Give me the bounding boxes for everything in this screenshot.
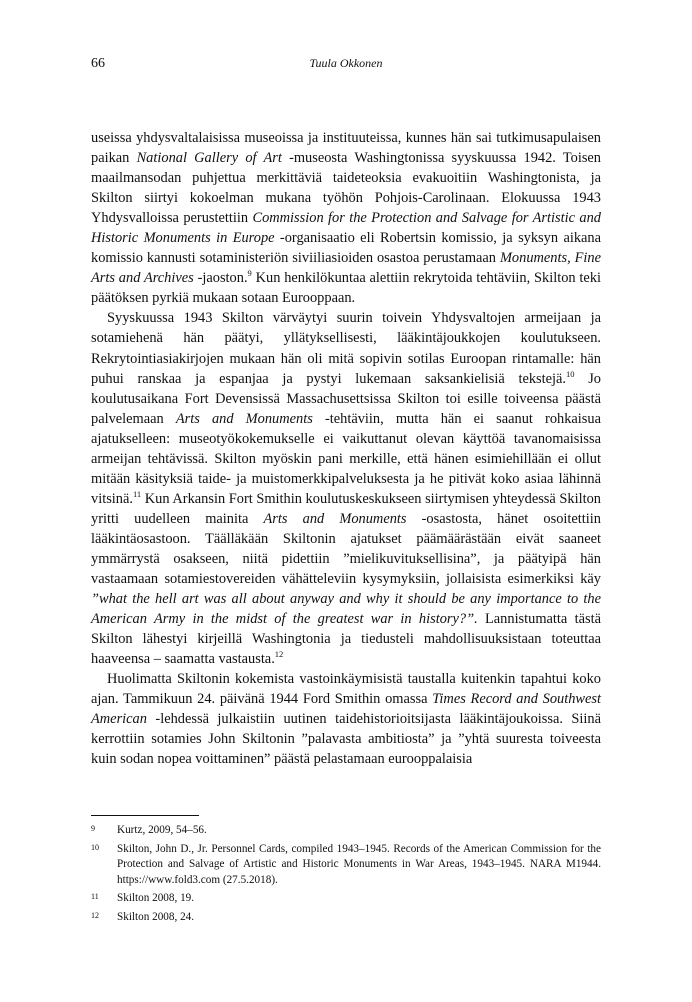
italic-text: Commission for the Protection and Salvage for Artistic and Historic Monuments in Europe <box>91 210 601 247</box>
footnote-text: Skilton 2008, 24. <box>117 910 195 923</box>
footnote-reference: 11 <box>132 489 142 500</box>
text-run: -tehtäviin, mutta hän ei saanut rohkaisua ajatukselleen: museotyökokemukselle ei vaikuttanut olevan käyttöä tavanomaisissa armeijan tehtävissä. Skilton myöskin pani merkille, että hänen esimiehillään ei ollut mitään käsityksiä taide- ja muistomerkkipalveluksesta ja he pitivät koko asiaa lähinnä vitsinä. <box>91 410 601 507</box>
footnote <box>91 823 601 839</box>
page-number: 66 <box>91 56 105 71</box>
footnote-number: 12 <box>91 910 99 920</box>
footnote-reference: 9 <box>247 268 252 279</box>
italic-text: Monuments, Fine Arts and Archives <box>91 250 601 287</box>
footnote-text: Skilton, John D., Jr. Personnel Cards, compiled 1943–1945. Records of the American Commission for the Protection and Salvage of Artistic and Historic Monuments in War Areas, 1943–1945. NARA M1944. https://www.fold3.com (27.5.2018). <box>117 842 601 886</box>
footnote-text: Skilton 2008, 19. <box>117 892 195 905</box>
text-run: Lannistumatta tästä Skilton lähestyi kirjeillä Washingtonia ja tiedusteli mahdollisuuksistaan toteuttaa haaveensa – saamatta vastausta. <box>91 611 601 668</box>
footnote-reference: 10 <box>566 368 575 379</box>
italic-text: Times Record and Southwest American <box>91 691 601 728</box>
text-run: useissa yhdysvaltalaisissa museoissa ja instituuteissa, kunnes hän sai tutkimusapulaisen paikan <box>91 130 601 167</box>
body-paragraph <box>91 128 601 308</box>
text-run: Jo koulutusaikana Fort Devensissä Massachusettsissa Skilton toi esille toiveensa päästä palvelemaan <box>91 370 601 427</box>
italic-text: Arts and Monuments <box>175 410 313 427</box>
footnote-reference: 12 <box>274 649 284 660</box>
footnotes <box>91 823 601 929</box>
text-run: -organisaatio eli Robertsin komissio, ja syksyn aikana komissio kannusti sotaministeriön siviiliasioiden osastoa perustamaan <box>91 230 601 267</box>
body-text <box>91 128 601 770</box>
text-run: Syyskuussa 1943 Skilton värväytyi suurin toivein Yhdysvaltojen armeijaan ja sotamiehenä hän päätyi, yllätyksellisesti, lääkintäjoukkojen koulutukseen. Rekrytointiasiakirjojen mukaan hän oli mitä sopivin sotilas Euroopan rintamalle: hän puhui ranskaa ja espanjaa ja pystyi lukemaan saksankielisiä tekstejä. <box>91 310 601 387</box>
footnote-text: Kurtz, 2009, 54–56. <box>117 824 207 836</box>
page-header <box>91 56 601 76</box>
running-head-author: Tuula Okkonen <box>309 56 383 70</box>
text-run: -museosta Washingtonissa syyskuussa 1942. Toisen maailmansodan puhjettua merkittäviä taideteoksia evakuoitiin Washingtonista, ja Skilton siirtyi kokoelman mukana työhön Pohjois-Carolinaan. Elokuussa 1943 Yhdysvalloissa perustettiin <box>91 150 601 227</box>
text-run: Kun henkilökuntaa alettiin rekrytoida tehtäviin, Skilton teki päätöksen pyrkiä mukaan sotaan Eurooppaan. <box>91 270 602 307</box>
text-run: Huolimatta Skiltonin kokemista vastoinkäymisistä taustalla kuitenkin tapahtui koko ajan. Tammikuun 24. päivänä 1944 Ford Smithin omassa <box>91 671 601 708</box>
footnote-separator <box>91 815 199 816</box>
italic-text: Arts and Monuments <box>263 510 407 527</box>
body-paragraph <box>91 669 601 769</box>
footnote-number: 10 <box>91 842 99 852</box>
text-run: -lehdessä julkaistiin uutinen taidehistorioitsijasta lääkintäjoukoissa. Siinä kerrottiin sotamies John Skiltonin ”palavasta ambitiosta” ja ”yhtä suuresta toiveesta kuin sodan nopea voittaminen” päästä pelastamaan eurooppalaisia <box>91 711 601 768</box>
italic-text: National Gallery of Art <box>136 150 282 167</box>
text-run: -osastosta, hänet osoitettiin lääkintäosastoon. Täälläkään Skiltonin ajatukset päämäärästään eivät saaneet ymmärrystä osakseen, niitä pidettiin ”mielikuvituksellisina”, ja päätyipä hän vastaamaan sotamiestovereiden vähätteleviin kysymyksiin, jollaisista esimerkiksi käy <box>91 510 601 588</box>
body-paragraph <box>91 308 601 669</box>
footnote <box>91 891 601 907</box>
text-run: Kun Arkansin Fort Smithin koulutuskeskukseen siirtymisen yhteydessä Skilton yritti uudelleen mainita <box>91 490 601 527</box>
footnote-number: 9 <box>91 824 95 833</box>
text-run: -jaoston. <box>193 270 248 287</box>
italic-text: ”what the hell art was all about anyway and why it should be any importance to the American Army in the midst of the greatest war in history?”. <box>91 591 601 628</box>
footnote <box>91 910 601 926</box>
footnote-number: 11 <box>91 892 99 902</box>
footnote <box>91 842 601 889</box>
